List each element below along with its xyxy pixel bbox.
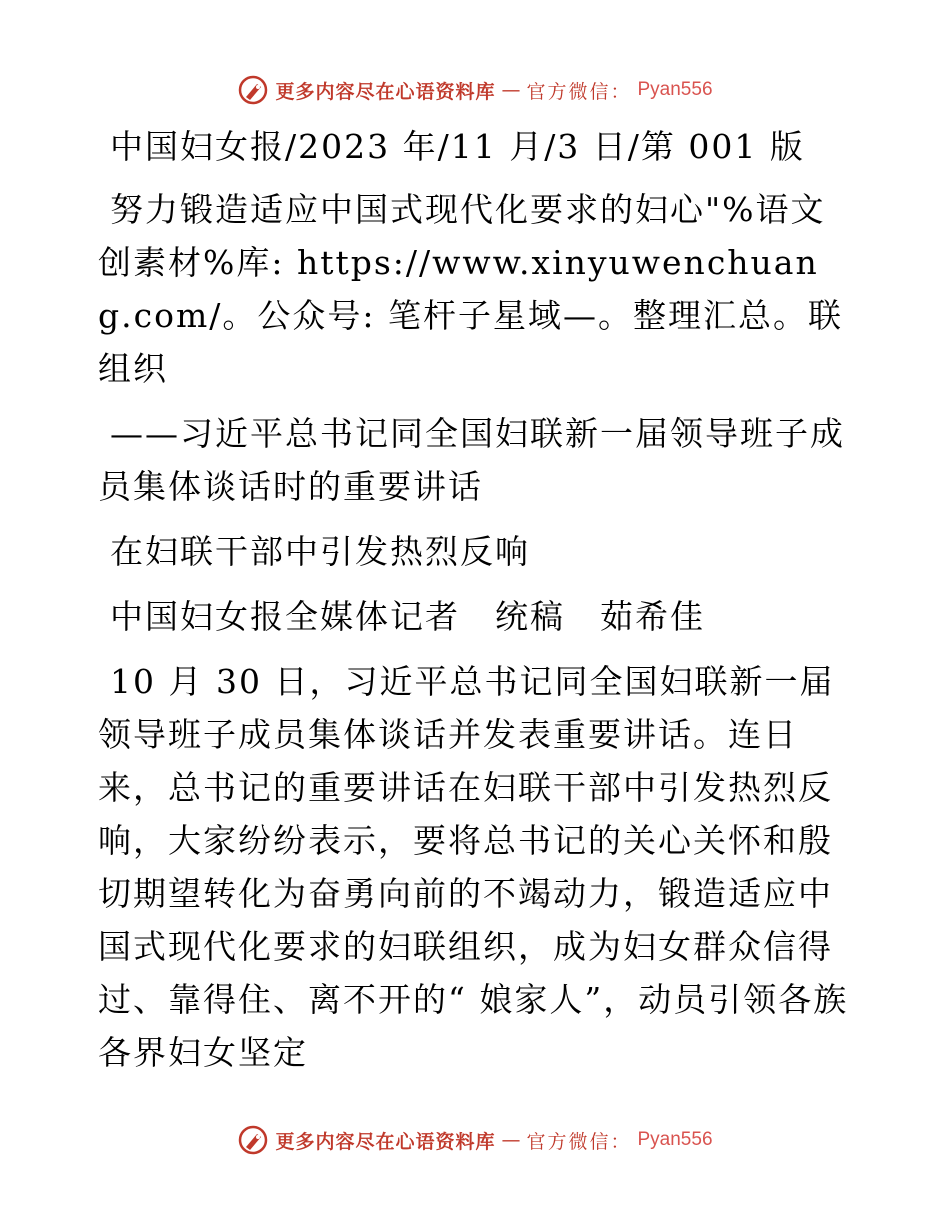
watermark-wechat-label: 官方微信： [526,80,632,103]
headline: 努力锻造适应中国式现代化要求的妇心"%语文创素材%库: https://www.xinyuwenchuang.com/。公众号: 笔杆子星域—。整理汇总。联组织 [98,190,843,388]
byline: 中国妇女报全媒体记者 统稿 茹希佳 [110,597,705,636]
watermark-site-text: 更多内容尽在心语资料库 [275,1130,496,1153]
pen-nib-circle-icon [237,74,269,106]
watermark-site-text: 更多内容尽在心语资料库 [275,80,496,103]
watermark-separator: — [501,79,521,101]
subheadline: ——习近平总书记同全国妇联新一届领导班子成员集体谈话时的重要讲话 [98,414,845,506]
pen-nib-circle-icon [237,1124,269,1156]
watermark-wechat-id: Pyan556 [637,1129,713,1150]
watermark-wechat-label: 官方微信： [526,1130,632,1153]
watermark-separator: — [501,1129,521,1151]
watermark-banner-top [0,70,950,110]
dateline: 中国妇女报/2023 年/11 月/3 日/第 001 版 [110,127,805,166]
body-paragraph: 10 月 30 日，习近平总书记同全国妇联新一届领导班子成员集体谈话并发表重要讲话。连日来，总书记的重要讲话在妇联干部中引发热烈反响，大家纷纷表示，要将总书记的关心关怀和殷切期望转化为奋勇向前的不竭动力，锻造适应中国式现代化要求的妇联组织，成为妇女群众信得过、靠得住、离不开的“ 娘家人”，动员引领各族各界妇女坚定 [98,662,849,1072]
watermark-wechat-id: Pyan556 [637,79,713,100]
document-body [98,120,850,1091]
kicker: 在妇联干部中引发热烈反响 [110,532,530,571]
watermark-banner-bottom [0,1120,950,1160]
